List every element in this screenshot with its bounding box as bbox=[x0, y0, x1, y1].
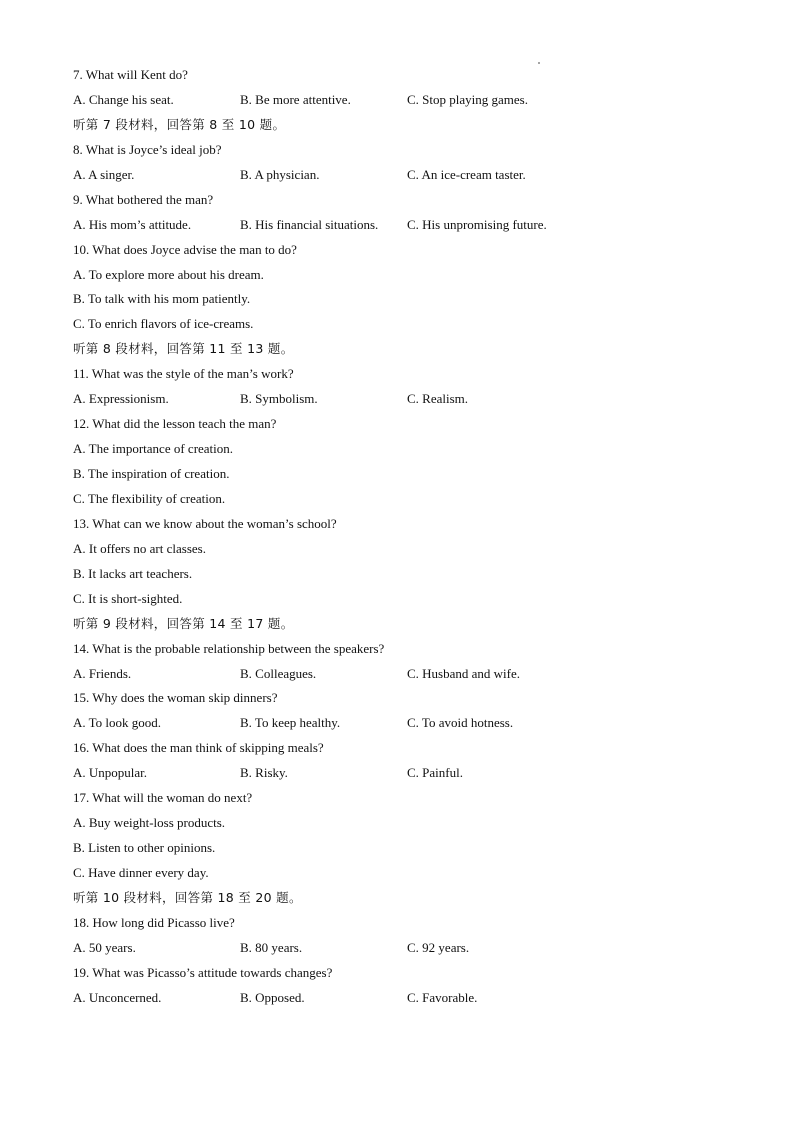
options-row bbox=[73, 711, 753, 736]
option-c: C. His unpromising future. bbox=[407, 216, 547, 232]
question-line bbox=[73, 786, 753, 811]
option-a: A. Expressionism. bbox=[73, 391, 169, 407]
question-line bbox=[73, 537, 753, 562]
line-text: A. The importance of creation. bbox=[73, 441, 234, 457]
line-text: 9. What bothered the man? bbox=[73, 191, 214, 207]
line-text: C. It is short-sighted. bbox=[73, 590, 183, 606]
question-line bbox=[73, 961, 753, 986]
question-line bbox=[73, 138, 753, 163]
line-text: 10. What does Joyce advise the man to do? bbox=[73, 241, 297, 257]
line-text: C. Have dinner every day. bbox=[73, 865, 209, 880]
options-row bbox=[73, 88, 753, 113]
options-row bbox=[73, 163, 753, 188]
line-text: C. The flexibility of creation. bbox=[73, 490, 226, 506]
option-b: B. Symbolism. bbox=[240, 391, 318, 407]
options-row bbox=[73, 986, 753, 1011]
options-row bbox=[73, 387, 753, 412]
line-text: 17. What will the woman do next? bbox=[73, 790, 253, 806]
option-a: A. His mom’s attitude. bbox=[73, 216, 192, 232]
line-text: 15. Why does the woman skip dinners? bbox=[73, 690, 278, 706]
option-b: B. Be more attentive. bbox=[240, 91, 351, 107]
question-line bbox=[73, 861, 753, 886]
option-c: C. Husband and wife. bbox=[407, 665, 521, 681]
question-line bbox=[73, 188, 753, 213]
option-c: C. Stop playing games. bbox=[407, 91, 528, 107]
question-line bbox=[73, 686, 753, 711]
line-text: A. It offers no art classes. bbox=[73, 540, 206, 556]
section-instruction bbox=[73, 113, 753, 138]
line-text: 19. What was Picasso’s attitude towards changes? bbox=[73, 964, 333, 980]
option-c: C. Painful. bbox=[407, 765, 463, 781]
line-text: 13. What can we know about the woman’s school? bbox=[73, 515, 337, 531]
option-a: A. To look good. bbox=[73, 715, 162, 731]
option-c: C. An ice-cream taster. bbox=[407, 166, 526, 182]
option-a: A. A singer. bbox=[73, 166, 135, 182]
option-b: B. Risky. bbox=[240, 765, 288, 781]
line-text: 12. What did the lesson teach the man? bbox=[73, 416, 277, 432]
line-text: 14. What is the probable relationship between the speakers? bbox=[73, 640, 385, 656]
option-b: B. 80 years. bbox=[240, 939, 303, 955]
option-c: C. Realism. bbox=[407, 391, 469, 407]
question-line bbox=[73, 437, 753, 462]
question-line bbox=[73, 637, 753, 662]
question-line bbox=[73, 562, 753, 587]
option-c: C. 92 years. bbox=[407, 939, 470, 955]
line-text: B. It lacks art teachers. bbox=[73, 565, 193, 581]
question-line bbox=[73, 63, 753, 88]
option-c: C. To avoid hotness. bbox=[407, 715, 514, 731]
instruction-text: 听第 8 段材料，回答第 11 至 13 题。 bbox=[73, 341, 294, 357]
option-a: A. Unpopular. bbox=[73, 765, 148, 781]
question-line bbox=[73, 312, 753, 337]
line-text: C. To enrich flavors of ice-creams. bbox=[73, 316, 254, 332]
section-instruction bbox=[73, 886, 753, 911]
option-b: B. To keep healthy. bbox=[240, 715, 341, 731]
document-body bbox=[73, 63, 753, 1011]
question-line bbox=[73, 911, 753, 936]
line-text: 16. What does the man think of skipping meals? bbox=[73, 740, 324, 756]
option-b: B. A physician. bbox=[240, 166, 320, 182]
question-line bbox=[73, 512, 753, 537]
question-line bbox=[73, 362, 753, 387]
line-text: B. Listen to other opinions. bbox=[73, 840, 216, 856]
option-a: A. Change his seat. bbox=[73, 91, 174, 107]
instruction-text: 听第 10 段材料，回答第 18 至 20 题。 bbox=[73, 889, 302, 905]
option-b: B. Colleagues. bbox=[240, 665, 317, 681]
line-text: B. The inspiration of creation. bbox=[73, 466, 230, 481]
question-line bbox=[73, 811, 753, 836]
question-line bbox=[73, 287, 753, 312]
option-b: B. His financial situations. bbox=[240, 216, 379, 232]
line-text: B. To talk with his mom patiently. bbox=[73, 291, 251, 307]
section-instruction bbox=[73, 612, 753, 637]
instruction-text: 听第 9 段材料，回答第 14 至 17 题。 bbox=[73, 615, 294, 631]
option-b: B. Opposed. bbox=[240, 989, 305, 1005]
question-line bbox=[73, 462, 753, 487]
options-row bbox=[73, 213, 753, 238]
line-text: 7. What will Kent do? bbox=[73, 67, 188, 82]
line-text: 11. What was the style of the man’s work? bbox=[73, 366, 294, 382]
question-line bbox=[73, 412, 753, 437]
options-row bbox=[73, 662, 753, 687]
options-row bbox=[73, 936, 753, 961]
instruction-text: 听第 7 段材料，回答第 8 至 10 题。 bbox=[73, 116, 286, 132]
question-line bbox=[73, 736, 753, 761]
option-a: A. Friends. bbox=[73, 665, 132, 681]
question-line bbox=[73, 238, 753, 263]
line-text: A. Buy weight-loss products. bbox=[73, 815, 226, 831]
option-a: A. 50 years. bbox=[73, 939, 136, 955]
line-text: A. To explore more about his dream. bbox=[73, 266, 264, 282]
question-line bbox=[73, 836, 753, 861]
question-line bbox=[73, 587, 753, 612]
options-row bbox=[73, 761, 753, 786]
question-line bbox=[73, 487, 753, 512]
line-text: 18. How long did Picasso live? bbox=[73, 914, 235, 930]
option-c: C. Favorable. bbox=[407, 989, 478, 1005]
option-a: A. Unconcerned. bbox=[73, 989, 162, 1005]
question-line bbox=[73, 263, 753, 288]
section-instruction bbox=[73, 337, 753, 362]
line-text: 8. What is Joyce’s ideal job? bbox=[73, 141, 222, 157]
